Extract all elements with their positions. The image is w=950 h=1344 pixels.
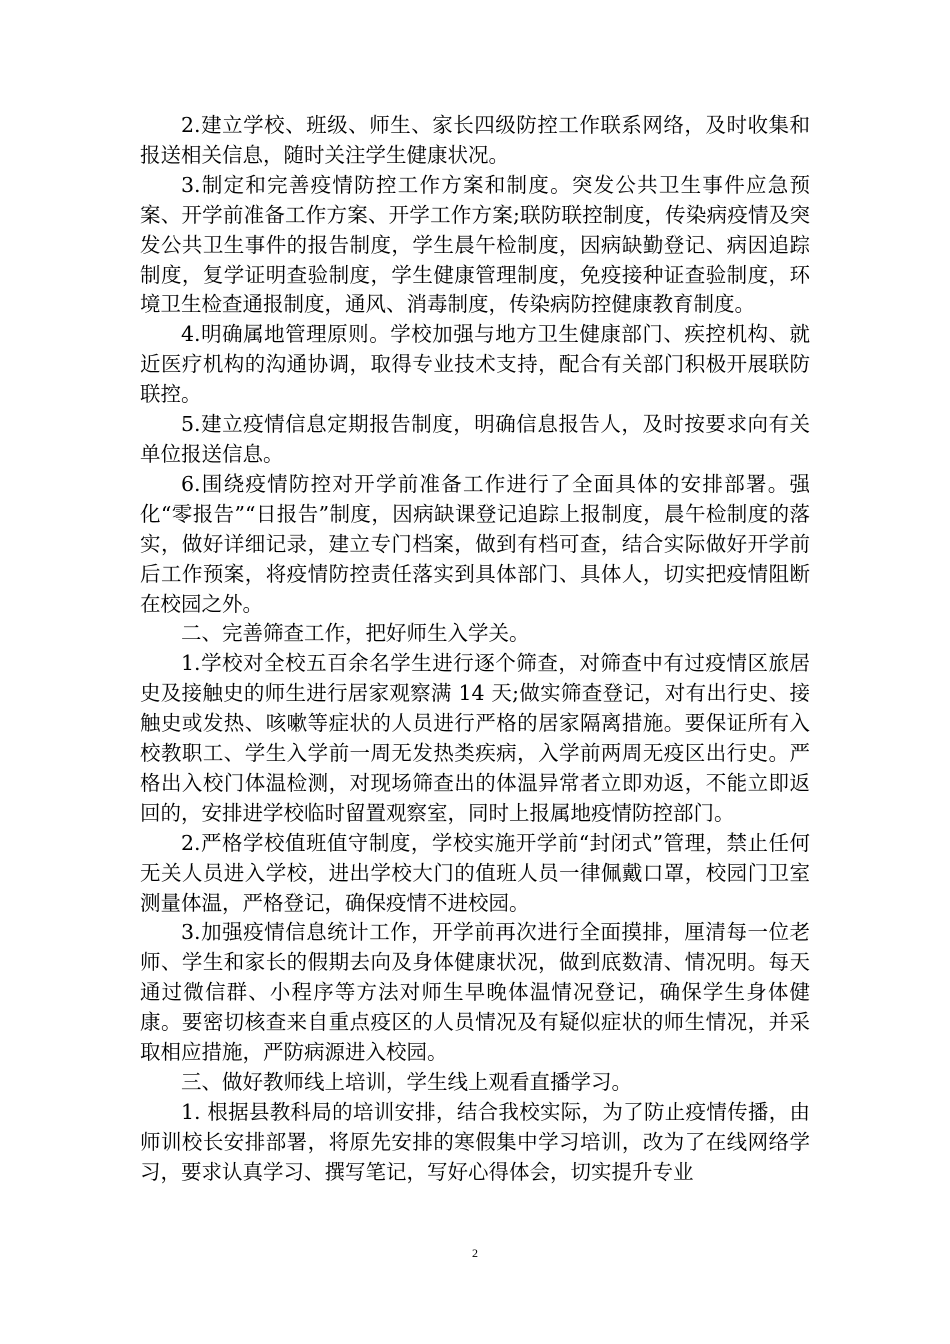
section3-item-1: 1. 根据县教科局的培训安排，结合我校实际，为了防止疫情传播，由师训校长安排部署，将原先安排的寒假集中学习培训，改为了在线网络学习，要求认真学习、撰写笔记，写好心得体会，切实提升专业 <box>140 1099 810 1184</box>
paragraph-item-2: 2.建立学校、班级、师生、家长四级防控工作联系网络，及时收集和报送相关信息，随时关注学生健康状况。 <box>140 113 810 167</box>
paragraph-item-4: 4.明确属地管理原则。学校加强与地方卫生健康部门、疾控机构、就近医疗机构的沟通协调，取得专业技术支持，配合有关部门积极开展联防联控。 <box>140 322 810 407</box>
section-heading-2: 二、完善筛查工作，把好师生入学关。 <box>181 621 530 646</box>
paragraph-item-6: 6.围绕疫情防控对开学前准备工作进行了全面具体的安排部署。强化“零报告”“日报告”制度，因病缺课登记追踪上报制度，晨午检制度的落实，做好详细记录，建立专门档案，做到有档可查，结合实际做好开学前后工作预案，将疫情防控责任落实到具体部门、具体人，切实把疫情阻断在校园之外。 <box>140 471 810 616</box>
section-heading-3: 三、做好教师线上培训，学生线上观看直播学习。 <box>181 1070 632 1094</box>
section2-item-1: 1.学校对全校五百余名学生进行逐个筛查，对筛查中有过疫情区旅居史及接触史的师生进行居家观察满 14 天;做实筛查登记，对有出行史、接触史或发热、咳嗽等症状的人员进行严格的居家隔离措施。要保证所有入校教职工、学生入学前一周无发热类疾病，入学前两周无疫区出行史。严格出入校门体温检测，对现场筛查出的体温异常者立即劝返，不能立即返回的，安排进学校临时留置观察室，同时上报属地疫情防控部门。 <box>140 651 810 825</box>
page-number: 2 <box>472 1246 478 1260</box>
paragraph-item-3: 3.制定和完善疫情防控工作方案和制度。突发公共卫生事件应急预案、开学前准备工作方案、开学工作方案;联防联控制度，传染病疫情及突发公共卫生事件的报告制度，学生晨午检制度，因病缺勤登记、病因追踪制度，复学证明查验制度，学生健康管理制度，免疫接种证查验制度，环境卫生检查通报制度，通风、消毒制度，传染病防控健康教育制度。 <box>140 172 810 317</box>
document-body <box>140 111 810 1188</box>
paragraph-item-5: 5.建立疫情信息定期报告制度，明确信息报告人，及时按要求向有关单位报送信息。 <box>140 412 810 466</box>
section2-item-2: 2.严格学校值班值守制度，学校实施开学前“封闭式”管理，禁止任何无关人员进入学校，进出学校大门的值班人员一律佩戴口罩，校园门卫室测量体温，严格登记，确保疫情不进校园。 <box>140 830 810 915</box>
section2-item-3: 3.加强疫情信息统计工作，开学前再次进行全面摸排，厘清每一位老师、学生和家长的假期去向及身体健康状况，做到底数清、情况明。每天通过微信群、小程序等方法对师生早晚体温情况登记，确保学生身体健康。要密切核查来自重点疫区的人员情况及有疑似症状的师生情况，并采取相应措施，严防病源进入校园。 <box>140 920 810 1065</box>
